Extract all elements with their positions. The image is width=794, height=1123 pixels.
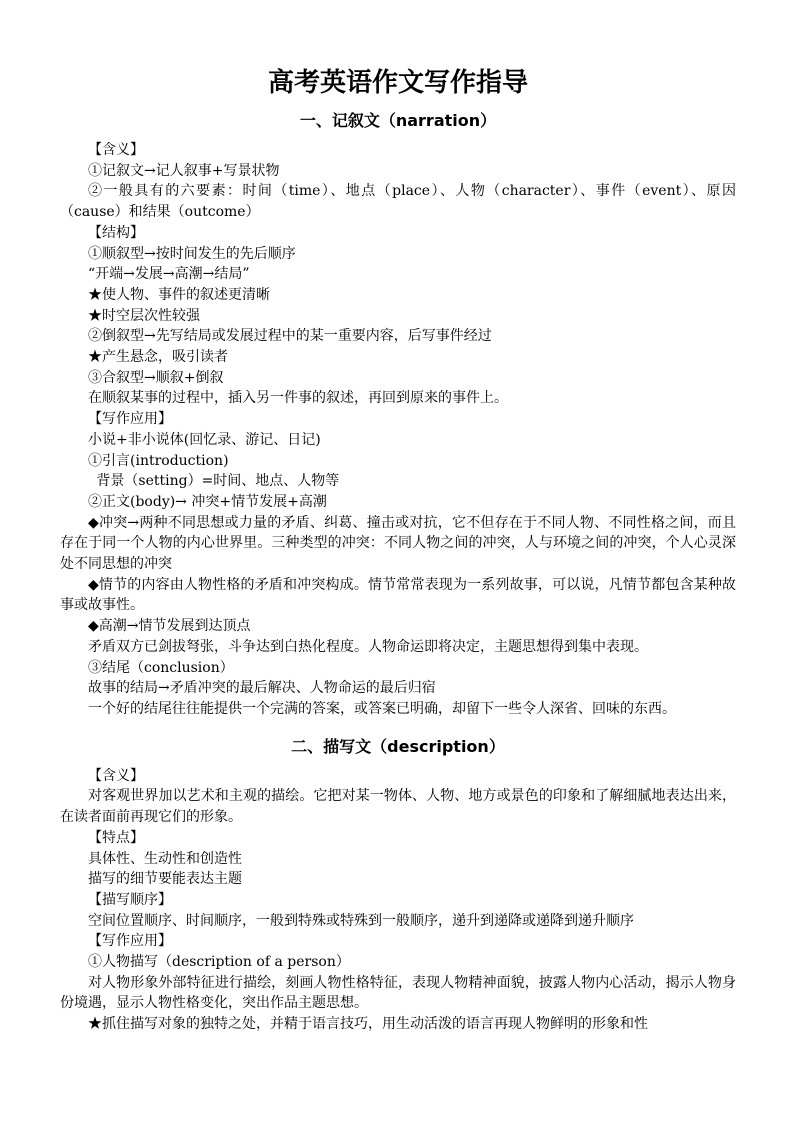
section-heading-narration: 一、记叙文（narration） — [299, 111, 497, 130]
paragraph: ★使人物、事件的叙述更清晰 — [88, 286, 270, 303]
paragraph: 具体性、生动性和创造性 — [88, 850, 242, 867]
paragraph: 背景（setting）=时间、地点、人物等 — [96, 473, 340, 490]
paragraph: ★产生悬念，吸引读者 — [88, 349, 228, 366]
paragraph: ①记叙文→记人叙事+写景状物 — [88, 162, 280, 179]
paragraph: 在顺叙某事的过程中，插入另一件事的叙述，再回到原来的事件上。 — [88, 390, 508, 407]
label-description-order: 【描写顺序】 — [88, 891, 172, 908]
document-title: 高考英语作文写作指导 — [267, 68, 528, 98]
paragraph: 矛盾双方已剑拔弩张，斗争达到白热化程度。人物命运即将决定，主题思想得到集中表现。 — [88, 638, 648, 655]
paragraph: ◆高潮→情节发展到达顶点 — [88, 618, 251, 635]
label-writing-application: 【写作应用】 — [88, 411, 172, 428]
paragraph: ③结尾（conclusion） — [88, 659, 234, 676]
paragraph: ①顺叙型→按时间发生的先后顺序 — [88, 245, 296, 262]
paragraph: 对人物形象外部特征进行描绘，刻画人物性格特征，表现人物精神面貌，披露人物内心活动，揭示人物身份境遇，显示人物性格变化，突出作品主题思想。 — [60, 974, 736, 1012]
paragraph: ①人物描写（description of a person） — [88, 954, 350, 971]
paragraph: ★抓住描写对象的独特之处，并精于语言技巧，用生动活泼的语言再现人物鲜明的形象和性 — [88, 1016, 648, 1033]
paragraph: 故事的结局→矛盾冲突的最后解决、人物命运的最后归宿 — [88, 680, 436, 697]
paragraph: 小说+非小说体(回忆录、游记、日记) — [88, 431, 321, 448]
label-writing-application: 【写作应用】 — [88, 933, 172, 950]
paragraph: 描写的细节要能表达主题 — [88, 871, 242, 888]
paragraph: 对客观世界加以艺术和主观的描绘。它把对某一物体、人物、地方或景色的印象和了解细腻地表达出来，在读者面前再现它们的形象。 — [60, 788, 736, 826]
document-page — [60, 60, 736, 1035]
paragraph: ③合叙型→顺叙+倒叙 — [88, 369, 224, 386]
paragraph: ②一般具有的六要素：时间（time）、地点（place）、人物（character）、事件（event）、原因（cause）和结果（outcome） — [60, 183, 736, 221]
section-description-body — [60, 766, 736, 1035]
label-structure: 【结构】 — [88, 224, 144, 241]
paragraph: ②倒叙型→先写结局或发展过程中的某一重要内容，后写事件经过 — [88, 328, 492, 345]
paragraph: ◆冲突→两种不同思想或力量的矛盾、纠葛、撞击或对抗，它不但存在于不同人物、不同性格之间，而且存在于同一个人物的内心世界里。三种类型的冲突：不同人物之间的冲突，人与环境之间的冲突，个人心灵深处不同思想的冲突 — [60, 514, 736, 573]
paragraph: ★时空层次性较强 — [88, 307, 200, 324]
section-narration-body — [60, 140, 736, 720]
label-features: 【特点】 — [88, 829, 144, 846]
paragraph: 空间位置顺序、时间顺序，一般到特殊或特殊到一般顺序，递升到递降或递降到递升顺序 — [88, 912, 634, 929]
label-meaning: 【含义】 — [88, 142, 144, 158]
paragraph: ②正文(body)→ 冲突+情节发展+高潮 — [88, 493, 327, 510]
paragraph: ①引言(introduction) — [88, 452, 229, 469]
label-meaning: 【含义】 — [88, 767, 144, 784]
paragraph: 一个好的结尾往往能提供一个完满的答案，或答案已明确，却留下一些令人深省、回味的东西。 — [88, 700, 676, 717]
paragraph: ◆情节的内容由人物性格的矛盾和冲突构成。情节常常表现为一系列故事，可以说，凡情节都包含某种故事或故事性。 — [60, 576, 736, 614]
paragraph: “开端→发展→高潮→结局” — [88, 266, 250, 283]
section-heading-description: 二、描写文（description） — [291, 736, 505, 756]
